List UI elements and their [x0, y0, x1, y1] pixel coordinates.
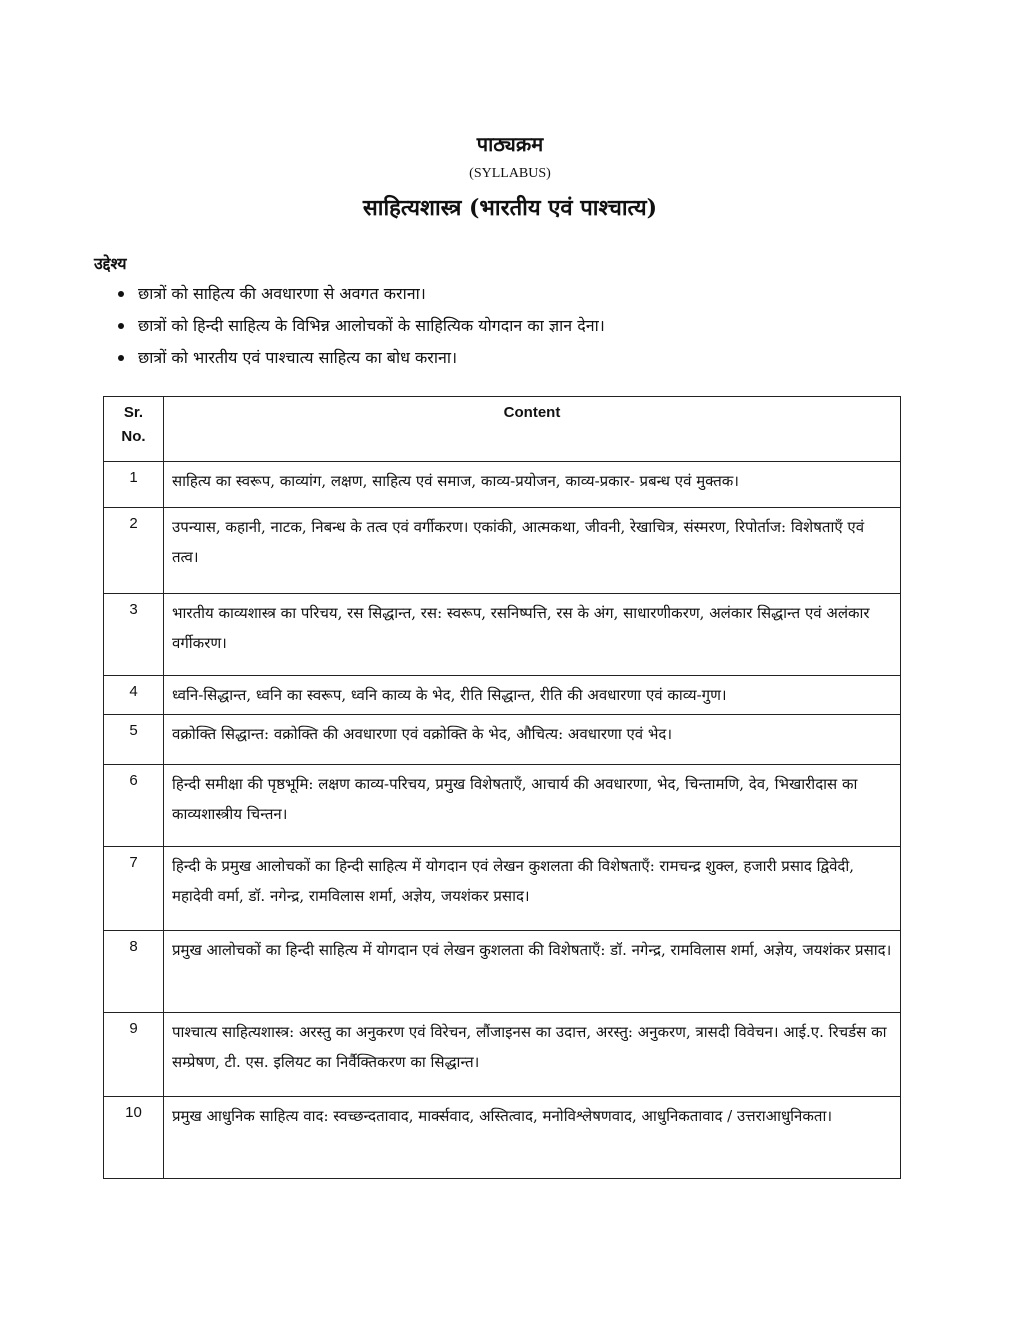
sr-cell: 6 — [104, 765, 164, 847]
sr-cell: 3 — [104, 594, 164, 676]
table-row — [104, 594, 901, 676]
table-row — [104, 676, 901, 715]
objective-item: छात्रों को साहित्य की अवधारणा से अवगत कराना। — [118, 278, 605, 310]
content-cell: उपन्यास, कहानी, नाटक, निबन्ध के तत्व एवं वर्गीकरण। एकांकी, आत्मकथा, जीवनी, रेखाचित्र, संस्मरण, रिपोर्ताज: विशेषताएँ एवं तत्व। — [164, 508, 901, 594]
table-row — [104, 847, 901, 931]
table-row — [104, 931, 901, 1013]
page-title-english: (SYLLABUS) — [469, 166, 551, 181]
content-cell: भारतीय काव्यशास्त्र का परिचय, रस सिद्धान्त, रस: स्वरूप, रसनिष्पत्ति, रस के अंग, साधारणीकरण, अलंकार सिद्धान्त एवं अलंकार वर्गीकरण। — [164, 594, 901, 676]
content-cell: वक्रोक्ति सिद्धान्त: वक्रोक्ति की अवधारणा एवं वक्रोक्ति के भेद, औचित्य: अवधारणा एवं भेद। — [164, 715, 901, 765]
sr-cell: 8 — [104, 931, 164, 1013]
sr-cell: 2 — [104, 508, 164, 594]
sr-cell: 10 — [104, 1097, 164, 1179]
objective-item: छात्रों को भारतीय एवं पाश्चात्य साहित्य का बोध कराना। — [118, 342, 605, 374]
table-row — [104, 765, 901, 847]
table-row — [104, 462, 901, 508]
table-row — [104, 715, 901, 765]
content-cell: ध्वनि-सिद्धान्त, ध्वनि का स्वरूप, ध्वनि काव्य के भेद, रीति सिद्धान्त, रीति की अवधारणा एवं काव्य-गुण। — [164, 676, 901, 715]
content-cell: प्रमुख आलोचकों का हिन्दी साहित्य में योगदान एवं लेखन कुशलता की विशेषताएँ: डॉ. नगेन्द्र, रामविलास शर्मा, अज्ञेय, जयशंकर प्रसाद। — [164, 931, 901, 1013]
table-row — [104, 1013, 901, 1097]
page-title: पाठ्यक्रम — [476, 132, 544, 156]
sr-cell: 7 — [104, 847, 164, 931]
objectives-heading: उद्देश्य — [94, 254, 127, 273]
header-sr-no: Sr. No. — [104, 397, 164, 462]
content-cell: पाश्चात्य साहित्यशास्त्र: अरस्तु का अनुकरण एवं विरेचन, लौंजाइनस का उदात्त, अरस्तु: अनुकरण, त्रासदी विवेचन। आई.ए. रिचर्डस का सम्प्रेषण, टी. एस. इलियट का निर्वैक्तिकरण का सिद्धान्त। — [164, 1013, 901, 1097]
header-content: Content — [164, 397, 901, 462]
content-cell: प्रमुख आधुनिक साहित्य वाद: स्वच्छन्दतावाद, मार्क्सवाद, अस्तित्वाद, मनोविश्लेषणवाद, आधुनिकतावाद / उत्तराआधुनिकता। — [164, 1097, 901, 1179]
table-row — [104, 508, 901, 594]
sr-cell: 1 — [104, 462, 164, 508]
table-header-row — [104, 397, 901, 462]
sr-cell: 4 — [104, 676, 164, 715]
content-cell: हिन्दी समीक्षा की पृष्ठभूमि: लक्षण काव्य-परिचय, प्रमुख विशेषताएँ, आचार्य की अवधारणा, भेद, चिन्तामणि, देव, भिखारीदास का काव्यशास्त्रीय चिन्तन। — [164, 765, 901, 847]
sr-cell: 5 — [104, 715, 164, 765]
syllabus-table — [103, 396, 901, 1179]
content-cell: साहित्य का स्वरूप, काव्यांग, लक्षण, साहित्य एवं समाज, काव्य-प्रयोजन, काव्य-प्रकार- प्रबन्ध एवं मुक्तक। — [164, 462, 901, 508]
objective-item: छात्रों को हिन्दी साहित्य के विभिन्न आलोचकों के साहित्यिक योगदान का ज्ञान देना। — [118, 310, 605, 342]
content-cell: हिन्दी के प्रमुख आलोचकों का हिन्दी साहित्य में योगदान एवं लेखन कुशलता की विशेषताएँ: रामचन्द्र शुक्ल, हजारी प्रसाद द्विवेदी, महादेवी वर्मा, डॉ. नगेन्द्र, रामविलास शर्मा, अज्ञेय, जयशंकर प्रसाद। — [164, 847, 901, 931]
table-row — [104, 1097, 901, 1179]
subject-title: साहित्यशास्त्र (भारतीय एवं पाश्चात्य) — [362, 195, 658, 221]
objectives-list — [118, 278, 605, 374]
sr-cell: 9 — [104, 1013, 164, 1097]
